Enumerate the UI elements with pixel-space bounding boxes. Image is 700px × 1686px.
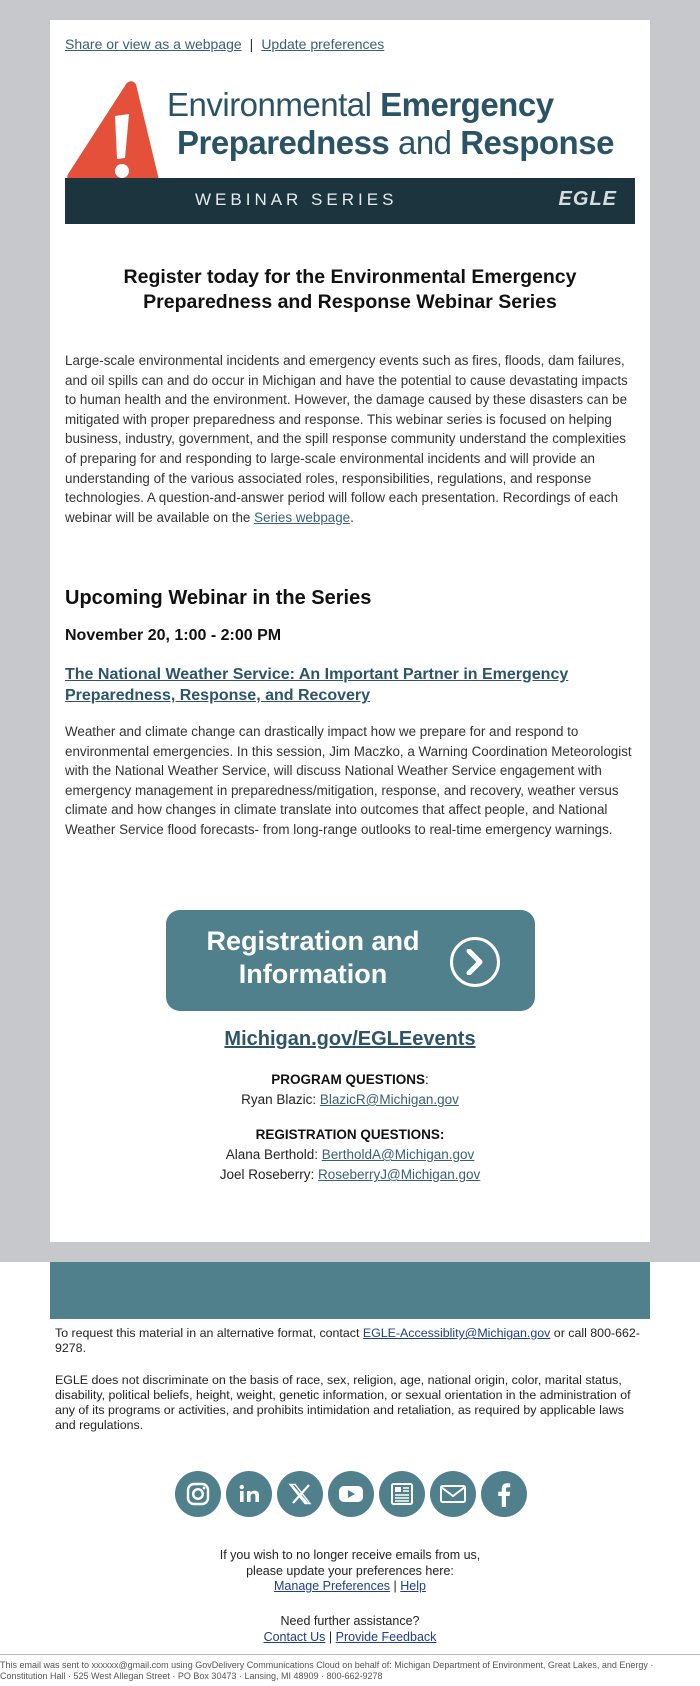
banner-bar xyxy=(65,178,635,224)
webinar-series-label: WEBINAR SERIES xyxy=(195,190,398,209)
manage-preferences-link[interactable]: Manage Preferences xyxy=(274,1579,391,1593)
webinar-title-link[interactable]: The National Weather Service: An Important Partner in Emergency Preparedness, Response, and Recovery xyxy=(65,666,569,704)
instagram-icon[interactable] xyxy=(175,1471,221,1517)
webinar-description: Weather and climate change can drastically impact how we prepare for and respond to environmental emergencies. In this session, Jim Maczko, a Warning Coordination Meteorologist with the National Weather Service, will discuss National Weather Service engagement with emergency management in preparedness/mitigation, response, and recovery, weather versus climate and how changes in climate translate into outcomes that affect people, and National Weather Service flood forecasts- from long-range outlooks to real-time emergency warnings. xyxy=(65,724,632,837)
provide-feedback-link[interactable]: Provide Feedback xyxy=(335,1629,437,1644)
events-link-wrap xyxy=(0,1028,700,1051)
banner-title-line2: Preparedness and Response xyxy=(177,124,614,161)
registration-questions: REGISTRATION QUESTIONS: Alana Berthold: BertholdA@Michigan.gov Joel Roseberry: RoseberryJ@Michigan.gov xyxy=(0,1125,700,1185)
nondiscrimination-notice: EGLE does not discriminate on the basis of race, sex, religion, age, national origin, color, marital status, disability, political beliefs, height, weight, genetic information, or sexual orientation in the administration of any of its programs or activities, and prohibits intimidation and retaliation, as required by applicable laws and regulations. xyxy=(55,1373,631,1432)
egle-logo: EGLE xyxy=(558,188,617,210)
update-preferences-link[interactable]: Update preferences xyxy=(261,36,385,52)
footer-divider xyxy=(0,1654,700,1655)
intro-paragraph: Large-scale environmental incidents and emergency events such as fires, floods, dam failures, and oil spills can and do occur in Michigan and have the potential to cause devastating impacts to human health and the environment. However, the damage caused by these disasters can be mitigated with proper preparedness and response. This webinar series is focused on helping business, industry, government, and the spill response community understand the complexities of preparing for and responding to large-scale environmental incidents and will provide an understanding of the various associated roles, responsibilities, regulations, and response technologies. A question-and-answer period will follow each presentation. Recordings of each webinar will be available on the Series webpage. xyxy=(65,353,628,525)
berthold-email-link[interactable]: BertholdA@Michigan.gov xyxy=(321,1147,475,1162)
page-headline: Register today for the Environmental Emergency Preparedness and Response Webinar Series xyxy=(123,266,577,313)
registration-button-label: Registration and Information xyxy=(206,926,420,989)
x-icon[interactable] xyxy=(277,1471,323,1517)
link-separator: | xyxy=(249,36,254,52)
egle-events-link[interactable]: Michigan.gov/EGLEevents xyxy=(224,1028,476,1050)
blazic-email-link[interactable]: BlazicR@Michigan.gov xyxy=(319,1092,459,1107)
youtube-icon[interactable] xyxy=(328,1471,374,1517)
webinar-banner xyxy=(65,80,635,225)
footer-teal-band xyxy=(50,1262,650,1319)
email-icon[interactable] xyxy=(430,1471,476,1517)
help-link[interactable]: Help xyxy=(400,1579,426,1593)
facebook-icon[interactable] xyxy=(481,1471,527,1517)
news-icon[interactable] xyxy=(379,1471,425,1517)
linkedin-icon[interactable] xyxy=(226,1471,272,1517)
banner-title-line1: Environmental Emergency xyxy=(167,86,554,123)
social-icons xyxy=(175,1471,527,1517)
contact-us-link[interactable]: Contact Us xyxy=(263,1629,326,1644)
series-webpage-link[interactable]: Series webpage xyxy=(254,509,351,525)
program-questions: PROGRAM QUESTIONS: Ryan Blazic: BlazicR@Michigan.gov xyxy=(241,1072,459,1107)
header-links xyxy=(65,36,384,52)
registration-button[interactable] xyxy=(166,910,535,1011)
assistance-block: Need further assistance? Contact Us | Provide Feedback xyxy=(263,1614,437,1644)
upcoming-heading: Upcoming Webinar in the Series xyxy=(65,587,372,609)
share-webpage-link[interactable]: Share or view as a webpage xyxy=(65,36,242,52)
arrow-right-icon xyxy=(450,937,500,987)
roseberry-email-link[interactable]: RoseberryJ@Michigan.gov xyxy=(318,1167,481,1182)
program-questions-heading: PROGRAM QUESTIONS xyxy=(271,1072,425,1087)
registration-questions-heading: REGISTRATION QUESTIONS: xyxy=(255,1127,445,1142)
webinar-date: November 20, 1:00 - 2:00 PM xyxy=(65,627,282,644)
accessibility-notice: To request this material in an alternative format, contact EGLE-Accessiblity@Michigan.gov or call 800-662-9278. xyxy=(55,1326,640,1355)
footer-sender-info: This email was sent to xxxxxx@gmail.com using GovDelivery Communications Cloud on behalf of: Michigan Department of Environment, Great Lakes, and Energy · Constitution Hall · 525 West Allegan Street · PO Box 30473 · Lansing, MI 48909 · 800-662-9278 xyxy=(0,1660,654,1681)
unsubscribe-block: If you wish to no longer receive emails from us, please update your preferences here: Manage Preferences | Help xyxy=(219,1548,481,1593)
accessibility-email-link[interactable]: EGLE-Accessiblity@Michigan.gov xyxy=(362,1326,551,1340)
